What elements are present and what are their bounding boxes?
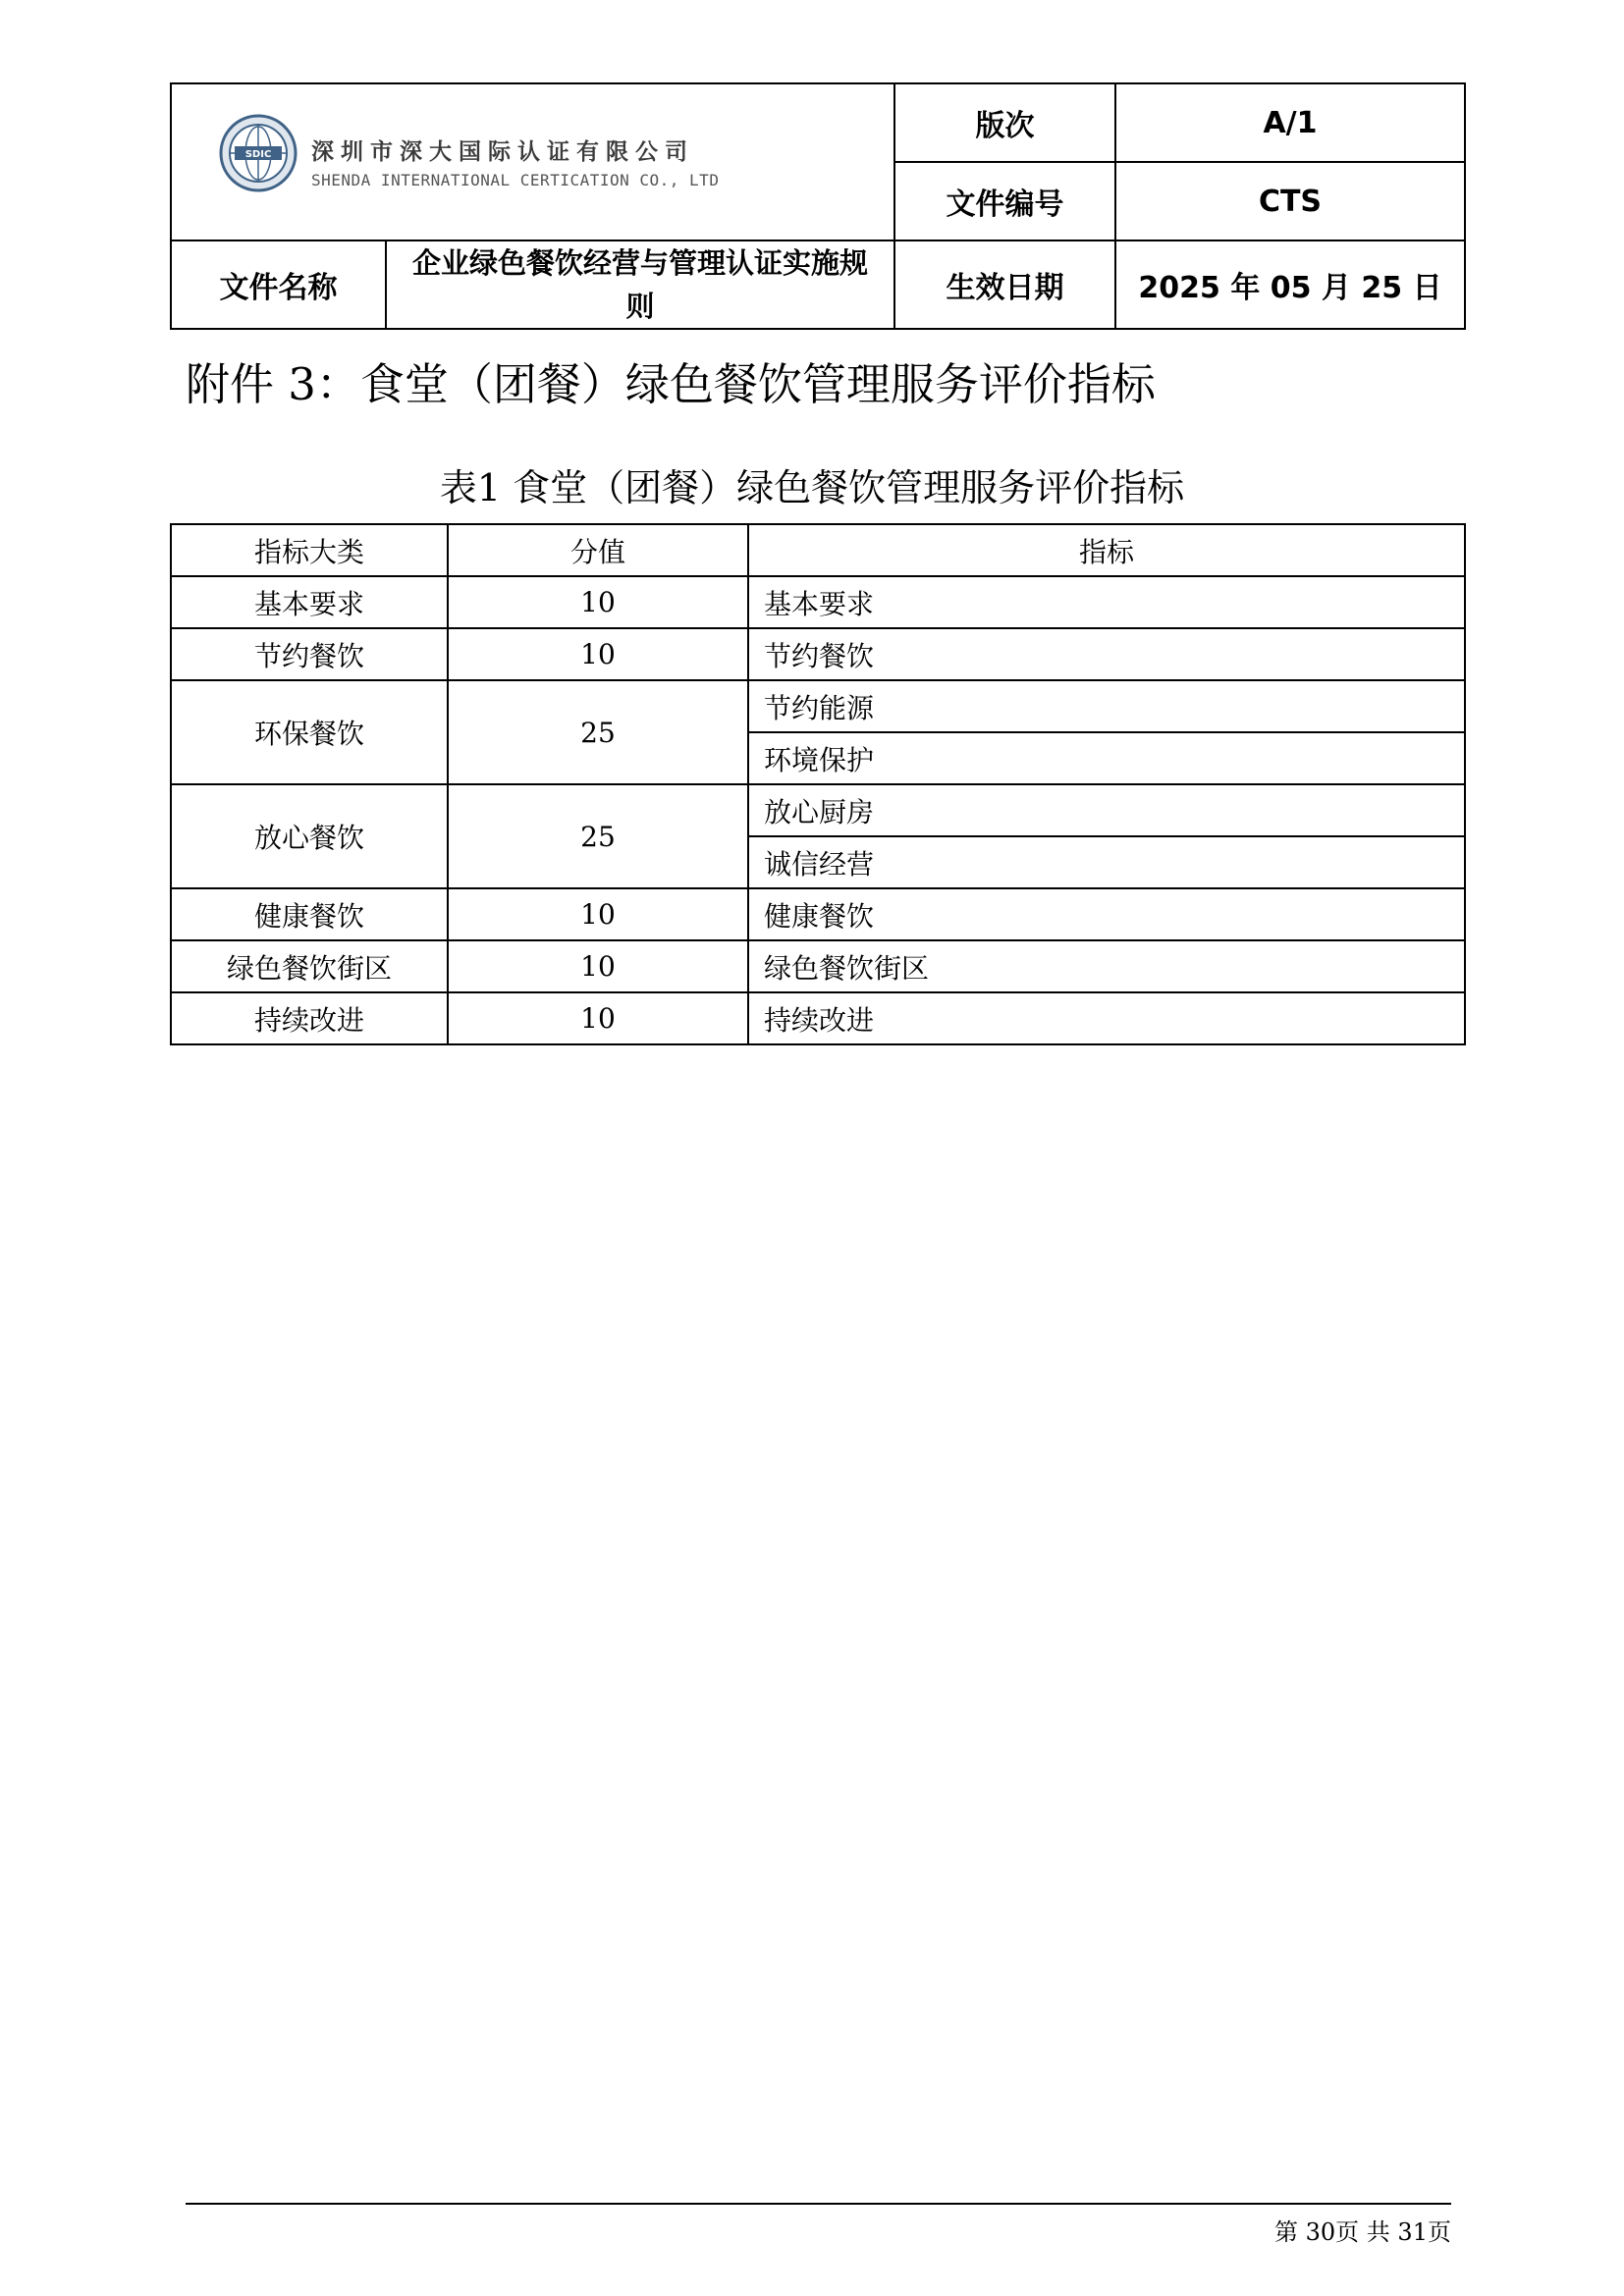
company-name-cn: 深圳市深大国际认证有限公司 bbox=[311, 138, 694, 165]
category-cell: 健康餐饮 bbox=[171, 888, 448, 940]
header-category: 指标大类 bbox=[171, 524, 448, 576]
table-row bbox=[171, 940, 1465, 992]
doc-name-label: 文件名称 bbox=[171, 240, 386, 329]
indicator-table bbox=[170, 523, 1466, 1045]
indicator-cell: 健康餐饮 bbox=[748, 888, 1465, 940]
doc-name-value: 企业绿色餐饮经营与管理认证实施规则 bbox=[386, 240, 894, 329]
table-row bbox=[171, 628, 1465, 680]
category-cell: 持续改进 bbox=[171, 992, 448, 1044]
category-cell: 放心餐饮 bbox=[171, 784, 448, 888]
header-indicator: 指标 bbox=[748, 524, 1465, 576]
logo-text: SDIC bbox=[244, 149, 272, 160]
doc-number-label: 文件编号 bbox=[894, 162, 1115, 240]
indicator-cell: 基本要求 bbox=[748, 576, 1465, 628]
table-row bbox=[171, 888, 1465, 940]
score-cell: 10 bbox=[448, 576, 748, 628]
indicator-cell: 持续改进 bbox=[748, 992, 1465, 1044]
category-cell: 环保餐饮 bbox=[171, 680, 448, 784]
table-caption: 表1 食堂（团餐）绿色餐饮管理服务评价指标 bbox=[439, 466, 1185, 509]
indicator-cell: 绿色餐饮街区 bbox=[748, 940, 1465, 992]
score-cell: 10 bbox=[448, 992, 748, 1044]
attachment-title: 附件 3：食堂（团餐）绿色餐饮管理服务评价指标 bbox=[186, 358, 1156, 410]
table-row bbox=[171, 992, 1465, 1044]
table-header-row bbox=[171, 524, 1465, 576]
category-cell: 基本要求 bbox=[171, 576, 448, 628]
version-label: 版次 bbox=[894, 83, 1115, 162]
score-cell: 25 bbox=[448, 680, 748, 784]
effective-date-value: 2025 年 05 月 25 日 bbox=[1115, 240, 1465, 329]
version-value: A/1 bbox=[1115, 83, 1465, 162]
document-header bbox=[170, 82, 1466, 330]
category-cell: 绿色餐饮街区 bbox=[171, 940, 448, 992]
table-row bbox=[171, 784, 1465, 836]
table-row bbox=[171, 576, 1465, 628]
indicator-cell: 环境保护 bbox=[748, 732, 1465, 784]
company-logo-icon bbox=[219, 114, 298, 192]
indicator-cell: 节约餐饮 bbox=[748, 628, 1465, 680]
page-number: 第 30页 共 31页 bbox=[1274, 2218, 1451, 2246]
score-cell: 10 bbox=[448, 940, 748, 992]
company-name-en: SHENDA INTERNATIONAL CERTICATION CO., LTD bbox=[311, 171, 720, 189]
header-score: 分值 bbox=[448, 524, 748, 576]
effective-date-label: 生效日期 bbox=[894, 240, 1115, 329]
score-cell: 10 bbox=[448, 888, 748, 940]
indicator-cell: 放心厨房 bbox=[748, 784, 1465, 836]
company-logo-cell bbox=[171, 83, 894, 240]
footer-divider bbox=[186, 2203, 1451, 2205]
score-cell: 10 bbox=[448, 628, 748, 680]
doc-number-value: CTS bbox=[1115, 162, 1465, 240]
table-row bbox=[171, 680, 1465, 732]
category-cell: 节约餐饮 bbox=[171, 628, 448, 680]
indicator-cell: 诚信经营 bbox=[748, 836, 1465, 888]
score-cell: 25 bbox=[448, 784, 748, 888]
indicator-cell: 节约能源 bbox=[748, 680, 1465, 732]
